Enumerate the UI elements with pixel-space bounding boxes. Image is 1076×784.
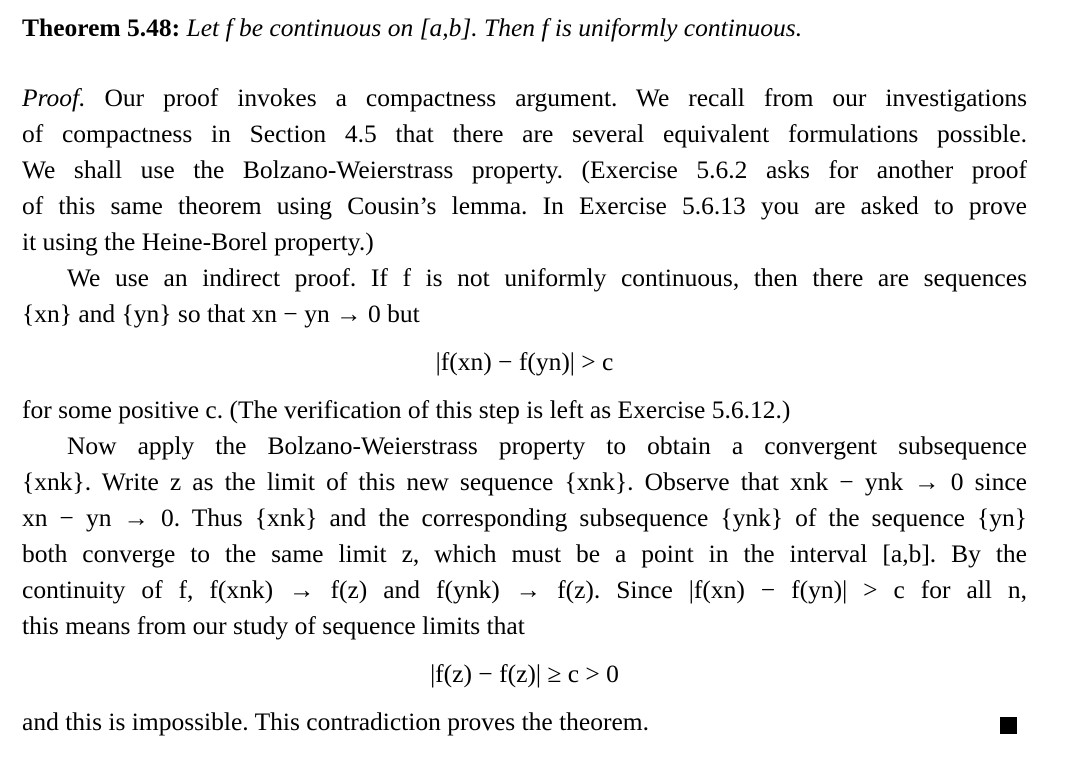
qed-square-icon bbox=[1000, 717, 1017, 734]
proof-label: Proof. bbox=[22, 83, 86, 112]
proof-line-5: it using the Heine-Borel property.) bbox=[22, 227, 374, 256]
proof-line-7: {xn} and {yn} so that xn − yn → 0 but bbox=[22, 299, 420, 328]
proof-line-1: Proof. Our proof invokes a compactness argument. We recall from our investigations bbox=[22, 83, 1027, 112]
proof-line-6: We use an indirect proof. If f is not uniformly continuous, then there are sequences bbox=[67, 263, 1027, 292]
proof-line-14: this means from our study of sequence limits that bbox=[22, 611, 525, 640]
proof-line-10: {xnk}. Write z as the limit of this new sequence {xnk}. Observe that xnk − ynk → 0 since bbox=[22, 467, 1027, 496]
theorem-statement bbox=[22, 10, 1027, 46]
theorem-text: Let f be continuous on [a,b]. Then f is uniformly continuous. bbox=[186, 13, 803, 42]
proof-line-9: Now apply the Bolzano-Weierstrass property to obtain a convergent subsequence bbox=[67, 431, 1027, 460]
display-inequality-2: |f(z) − f(z)| ≥ c > 0 bbox=[430, 659, 619, 688]
display-inequality-1: |f(xn) − f(yn)| > c bbox=[435, 347, 614, 376]
theorem-label: Theorem 5.48: bbox=[22, 13, 181, 42]
proof-line-13: continuity of f, f(xnk) → f(z) and f(ynk) → f(z). Since |f(xn) − f(yn)| > c for all n, bbox=[22, 575, 1027, 604]
proof-line-15: and this is impossible. This contradiction proves the theorem. bbox=[22, 704, 1027, 740]
proof-line-3: We shall use the Bolzano-Weierstrass property. (Exercise 5.6.2 asks for another proof bbox=[22, 155, 1027, 184]
proof-line-8: for some positive c. (The verification of this step is left as Exercise 5.6.12.) bbox=[22, 395, 791, 424]
proof-line-12: both converge to the same limit z, which must be a point in the interval [a,b]. By the bbox=[22, 539, 1027, 568]
proof-page bbox=[22, 10, 1027, 740]
proof-line-4: of this same theorem using Cousin’s lemma. In Exercise 5.6.13 you are asked to prove bbox=[22, 191, 1027, 220]
proof-line-2: of compactness in Section 4.5 that there are several equivalent formulations possible. bbox=[22, 119, 1027, 148]
proof-line-11: xn − yn → 0. Thus {xnk} and the corresponding subsequence {ynk} of the sequence {yn} bbox=[22, 503, 1027, 532]
